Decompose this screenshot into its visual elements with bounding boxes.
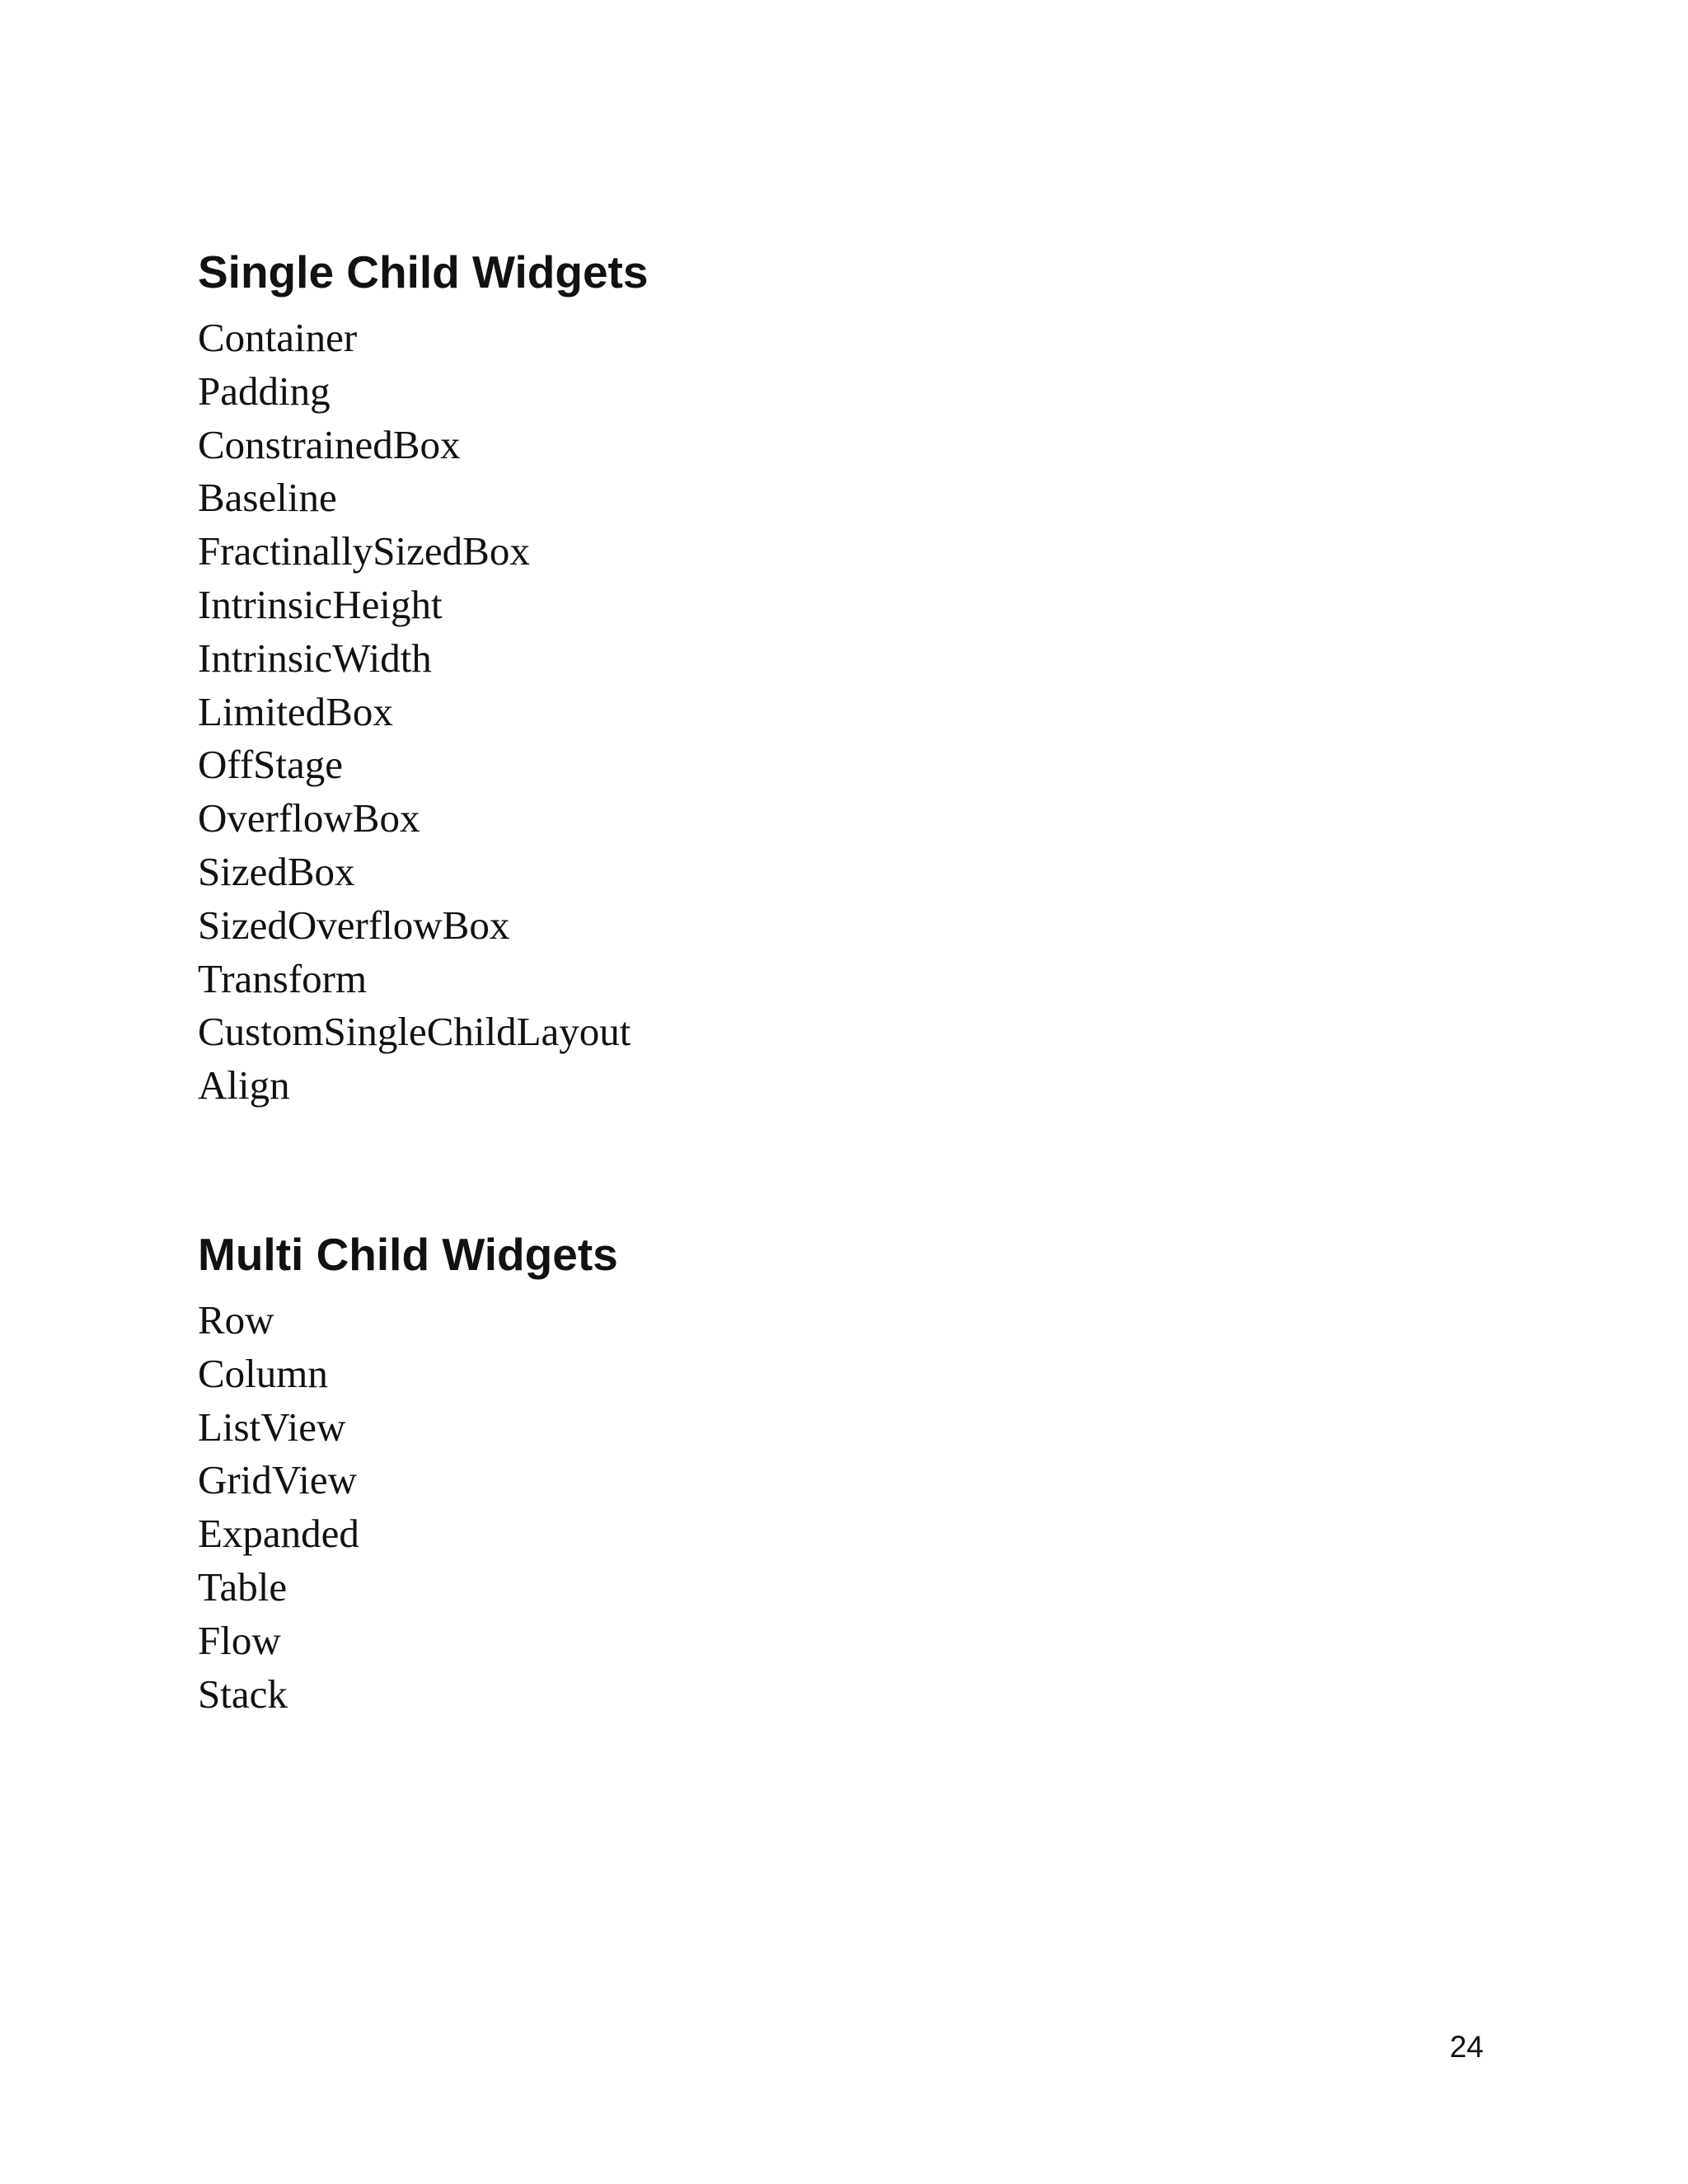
- widget-list: [198, 312, 648, 1113]
- list-item: Column: [198, 1350, 328, 1396]
- list-item: GridView: [198, 1457, 358, 1503]
- list-item: OverflowBox: [198, 795, 420, 841]
- list-item: Container: [198, 315, 358, 360]
- list-item: Padding: [198, 368, 331, 414]
- section-heading: Single Child Widgets: [198, 246, 649, 298]
- list-item: Baseline: [198, 475, 337, 521]
- single-child-widgets-section: [198, 241, 648, 1113]
- list-item: SizedBox: [198, 848, 355, 894]
- list-item: Table: [198, 1563, 288, 1610]
- list-item: Stack: [198, 1671, 288, 1717]
- page-number: 24: [1449, 2030, 1484, 2064]
- section-heading: Multi Child Widgets: [198, 1229, 618, 1280]
- list-item: OffStage: [198, 742, 343, 788]
- list-item: FractinallySizedBox: [198, 528, 530, 574]
- list-item: CustomSingleChildLayout: [198, 1009, 631, 1055]
- list-item: IntrinsicHeight: [198, 581, 443, 627]
- multi-child-widgets-section: [198, 1223, 618, 1721]
- list-item: IntrinsicWidth: [198, 635, 432, 681]
- list-item: Align: [198, 1062, 290, 1108]
- list-item: Flow: [198, 1617, 281, 1663]
- widget-list: [198, 1294, 618, 1721]
- list-item: Expanded: [198, 1511, 359, 1557]
- list-item: Transform: [198, 955, 368, 1001]
- list-item: ListView: [198, 1404, 346, 1450]
- list-item: ConstrainedBox: [198, 421, 461, 467]
- list-item: Row: [198, 1297, 274, 1343]
- list-item: LimitedBox: [198, 688, 393, 734]
- list-item: SizedOverflowBox: [198, 902, 510, 948]
